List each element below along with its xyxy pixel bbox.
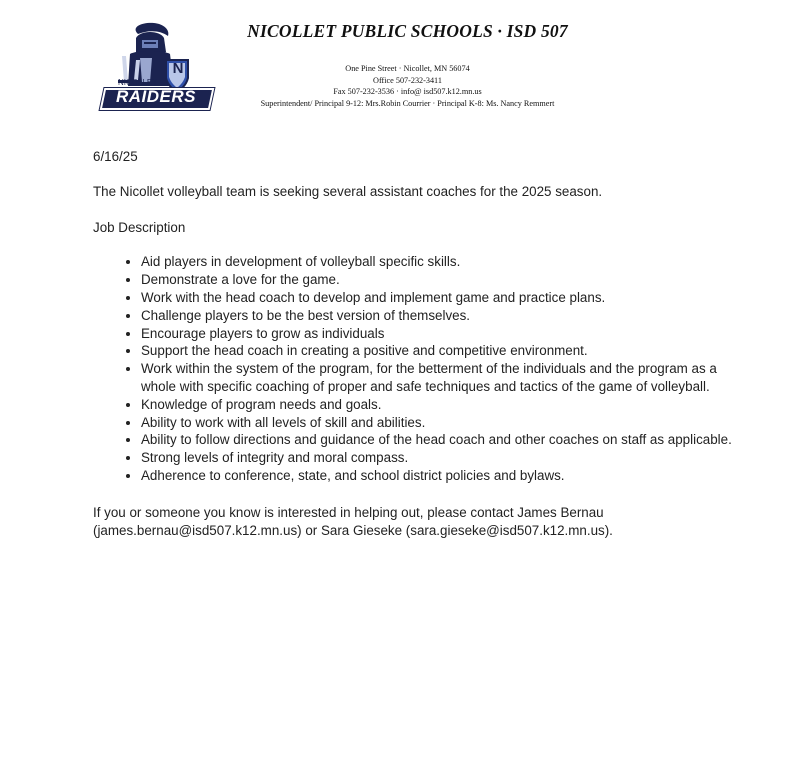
raiders-logo	[100, 20, 215, 112]
list-item: • Demonstrate a love for the game.	[141, 271, 733, 289]
list-item: • Strong levels of integrity and moral compass.	[141, 449, 733, 467]
list-item: • Challenge players to be the best version of themselves.	[141, 307, 733, 325]
letter-date: 6/16/25	[93, 149, 138, 164]
school-administrators: Superintendent/ Principal 9-12: Mrs.Robin Courrier · Principal K-8: Ms. Nancy Remmert	[260, 98, 555, 108]
list-item: • Ability to follow directions and guidance of the head coach and other coaches on staff as applicable.	[141, 431, 733, 449]
list-item: • Knowledge of program needs and goals.	[141, 396, 733, 414]
list-item: • Encourage players to grow as individuals	[141, 325, 733, 343]
school-name-heading: NICOLLET PUBLIC SCHOOLS · ISD 507	[247, 21, 568, 41]
list-item: • Work with the head coach to develop and implement game and practice plans.	[141, 289, 733, 307]
logo-town-text: NICOLLET	[118, 78, 158, 87]
list-item: • Adherence to conference, state, and school district policies and bylaws.	[141, 467, 733, 485]
letter-body	[93, 148, 733, 539]
school-fax-email: Fax 507-232-3536 · info@ isd507.k12.mn.us	[333, 87, 482, 97]
list-item: • Support the head coach in creating a positive and competitive environment.	[141, 342, 733, 360]
list-item: • Work within the system of the program, for the betterment of the individuals and the program as a whole with specific coaching of proper and safe techniques and tactics of the game of volleyball.	[141, 360, 733, 396]
letter-closing: If you or someone you know is interested in helping out, please contact James Bernau (james.bernau@isd507.k12.mn.us) or Sara Gieseke (sara.gieseke@isd507.k12.mn.us).	[93, 504, 613, 538]
shield-letter: N	[172, 60, 184, 77]
logo-team-text: RAIDERS	[115, 87, 196, 106]
list-item: • Ability to work with all levels of skill and abilities.	[141, 414, 733, 432]
list-item: • Aid players in development of volleyball specific skills.	[141, 253, 733, 271]
school-office-phone: Office 507-232-3411	[373, 75, 442, 85]
school-contact-block	[215, 63, 600, 109]
duties-list	[93, 253, 733, 484]
school-address: One Pine Street · Nicollet, MN 56074	[345, 64, 470, 73]
letter-intro: The Nicollet volleyball team is seeking several assistant coaches for the 2025 season.	[93, 183, 603, 199]
job-description-heading: Job Description	[93, 219, 186, 235]
